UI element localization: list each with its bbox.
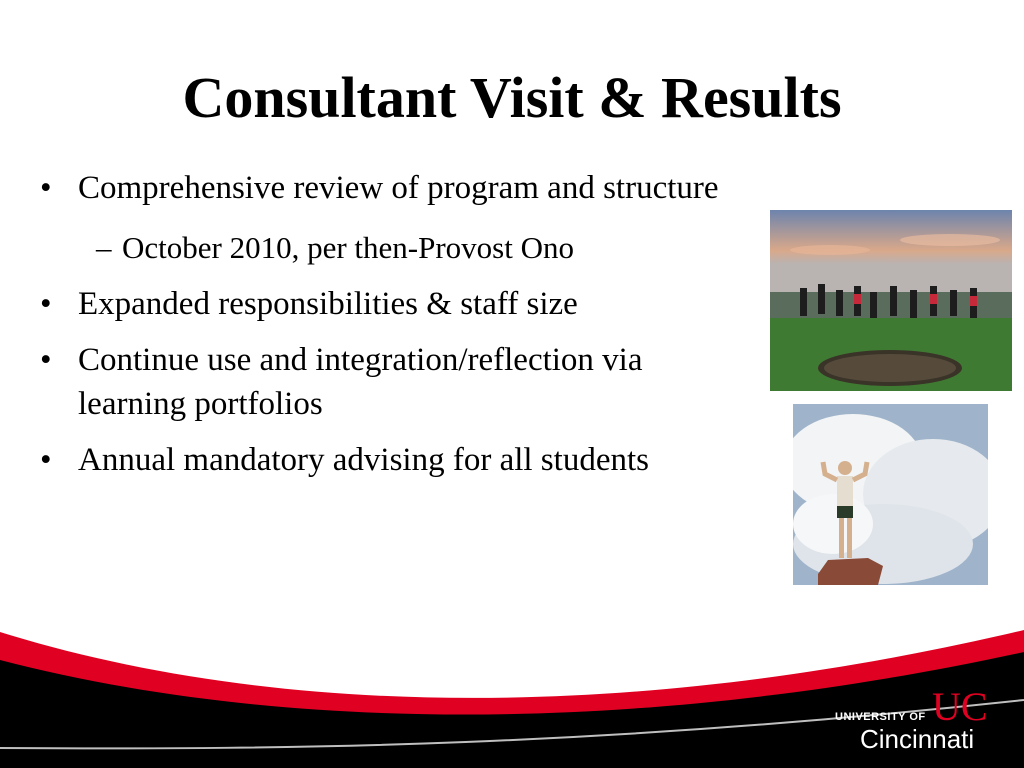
university-logo xyxy=(830,680,1010,760)
sub-bullet-text: October 2010, per then-Provost Ono xyxy=(122,230,574,265)
bullet-list xyxy=(40,166,720,482)
bullet-text: Comprehensive review of program and structure xyxy=(78,170,719,206)
logo-cincinnati: Cincinnati xyxy=(860,724,975,754)
bullet-marker: • xyxy=(40,286,52,322)
bullet-marker: • xyxy=(40,342,52,378)
bullet-item xyxy=(40,338,720,426)
logo-university-of: UNIVERSITY OF xyxy=(835,711,926,723)
uc-logo-mark xyxy=(930,680,990,730)
person-flexing-photo xyxy=(793,404,988,585)
bullet-item xyxy=(40,438,720,482)
bullet-item xyxy=(40,166,720,210)
group-jumping-photo xyxy=(770,210,1012,391)
bullet-marker: • xyxy=(40,442,52,478)
person-flexing-illustration xyxy=(793,404,988,585)
svg-text:UC: UC xyxy=(932,684,988,729)
bullet-marker: • xyxy=(40,170,52,206)
bullet-text: Expanded responsibilities & staff size xyxy=(78,286,578,322)
bullet-text: Annual mandatory advising for all students xyxy=(78,442,649,478)
sub-bullet-marker: – xyxy=(96,230,112,265)
bullet-item xyxy=(40,282,720,326)
slide-title: Consultant Visit & Results xyxy=(182,65,842,130)
sub-bullet-item xyxy=(40,226,720,270)
group-jumping-illustration xyxy=(770,210,1012,391)
bullet-text: Continue use and integration/reflection via learning portfolios xyxy=(78,342,643,422)
